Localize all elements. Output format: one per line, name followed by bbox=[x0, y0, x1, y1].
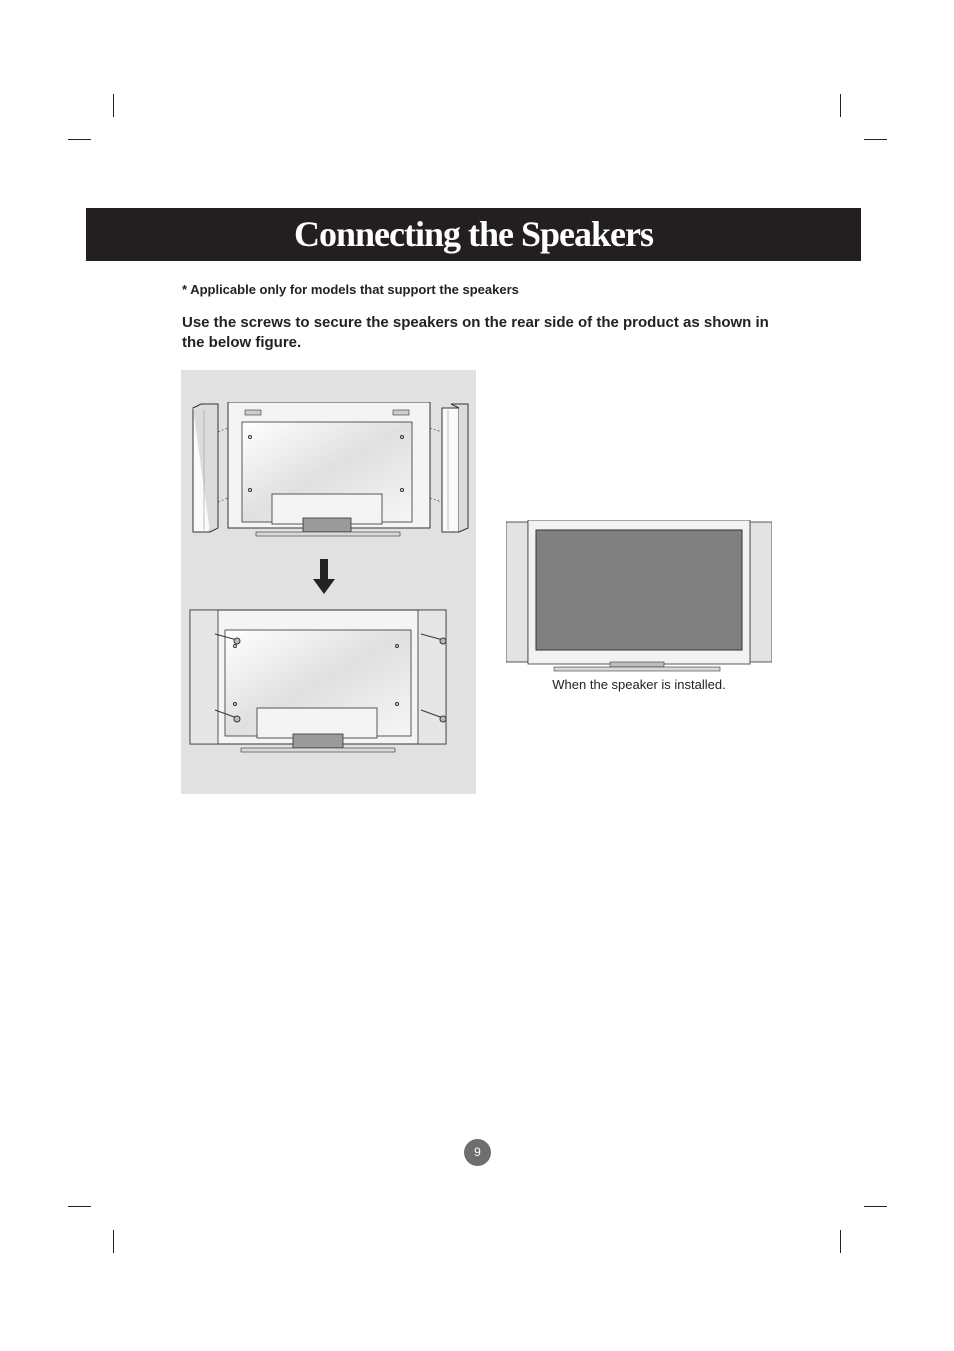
speaker-icon bbox=[193, 404, 218, 532]
installed-caption: When the speaker is installed. bbox=[552, 677, 726, 692]
speaker-icon bbox=[190, 610, 218, 744]
crop-mark bbox=[68, 139, 91, 140]
speaker-icon bbox=[418, 610, 446, 744]
crop-mark bbox=[68, 1206, 91, 1207]
figure-panel bbox=[181, 370, 476, 794]
speaker-icon bbox=[750, 522, 772, 662]
model-note: * Applicable only for models that support the speakers bbox=[182, 282, 519, 297]
crop-mark bbox=[113, 94, 114, 117]
down-arrow-icon bbox=[313, 559, 335, 595]
page-number: 9 bbox=[464, 1139, 491, 1166]
page-title: Connecting the Speakers bbox=[293, 214, 653, 254]
title-bar bbox=[86, 208, 861, 261]
speaker-icon bbox=[506, 522, 528, 662]
tv-rear-icon bbox=[190, 402, 470, 538]
crop-mark bbox=[840, 1230, 841, 1253]
crop-mark bbox=[864, 139, 887, 140]
tv-front-icon bbox=[506, 520, 772, 672]
speaker-icon bbox=[442, 404, 468, 532]
crop-mark bbox=[864, 1206, 887, 1207]
tv-rear-icon bbox=[189, 608, 449, 756]
crop-mark bbox=[113, 1230, 114, 1253]
instruction-text: Use the screws to secure the speakers on the rear side of the product as shown in the below figure. bbox=[182, 314, 769, 351]
crop-mark bbox=[840, 94, 841, 117]
